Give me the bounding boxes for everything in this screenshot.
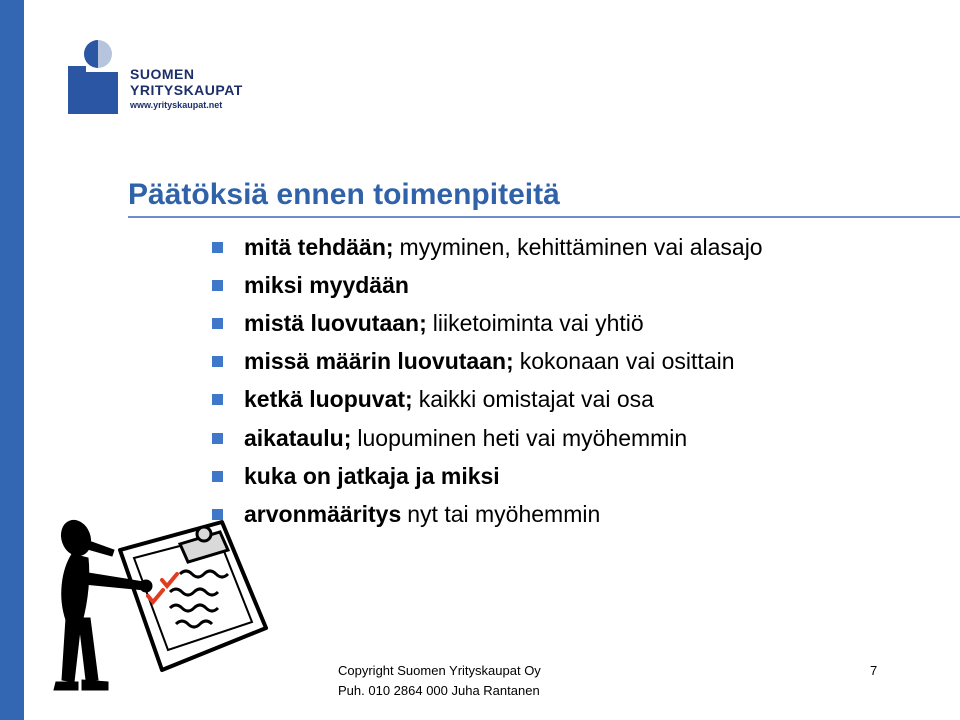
bullet-text: kokonaan vai osittain [519,348,735,375]
bullet-list [212,228,763,534]
logo-url: www.yrityskaupat.net [130,100,223,110]
bullet-bold-text: ketkä luopuvat; [244,386,413,413]
company-logo [68,38,258,120]
bullet-item [212,495,763,533]
bullet-item [212,266,763,304]
bullet-text: nyt tai myöhemmin [407,500,601,527]
bullet-item [212,457,763,495]
footer [338,661,541,701]
logo-text [130,67,243,110]
square-bullet-icon [212,242,223,253]
square-bullet-icon [212,471,223,482]
bullet-text: liiketoiminta vai yhtiö [432,309,644,336]
bullet-bold-text: aikataulu; [244,424,352,451]
bullet-bold-text: missä määrin luovutaan; [244,348,514,375]
bullet-item [212,419,763,457]
bullet-text: kaikki omistajat vai osa [418,386,654,413]
left-accent-bar [0,0,24,720]
bullet-item [212,343,763,381]
square-bullet-icon [212,356,223,367]
footer-contact: Puh. 010 2864 000 Juha Rantanen [338,683,540,698]
square-bullet-icon [212,280,223,291]
square-bullet-icon [212,318,223,329]
bullet-text: myyminen, kehittäminen vai alasajo [399,233,763,260]
footer-copyright: Copyright Suomen Yrityskaupat Oy [338,663,541,678]
bullet-bold-text: kuka on jatkaja ja miksi [244,462,500,489]
title-underline [128,216,960,218]
bullet-bold-text: miksi myydään [244,271,409,298]
page-number: 7 [870,663,878,678]
square-bullet-icon [212,394,223,405]
clipboard-icon [120,522,266,670]
person-with-clipboard-illustration [52,510,282,702]
bullet-item [212,381,763,419]
square-bullet-icon [212,433,223,444]
bullet-bold-text: mistä luovutaan; [244,309,427,336]
logo-line-1: SUOMEN [130,66,195,82]
slide-title: Päätöksiä ennen toimenpiteitä [128,178,560,211]
bullet-bold-text: arvonmääritys [244,500,402,527]
logo-mark-icon [68,38,124,118]
bullet-item [212,304,763,342]
bullet-item [212,228,763,266]
bullet-text: luopuminen heti vai myöhemmin [357,424,688,451]
bullet-bold-text: mitä tehdään; [244,233,394,260]
logo-line-2: YRITYSKAUPAT [130,82,243,98]
